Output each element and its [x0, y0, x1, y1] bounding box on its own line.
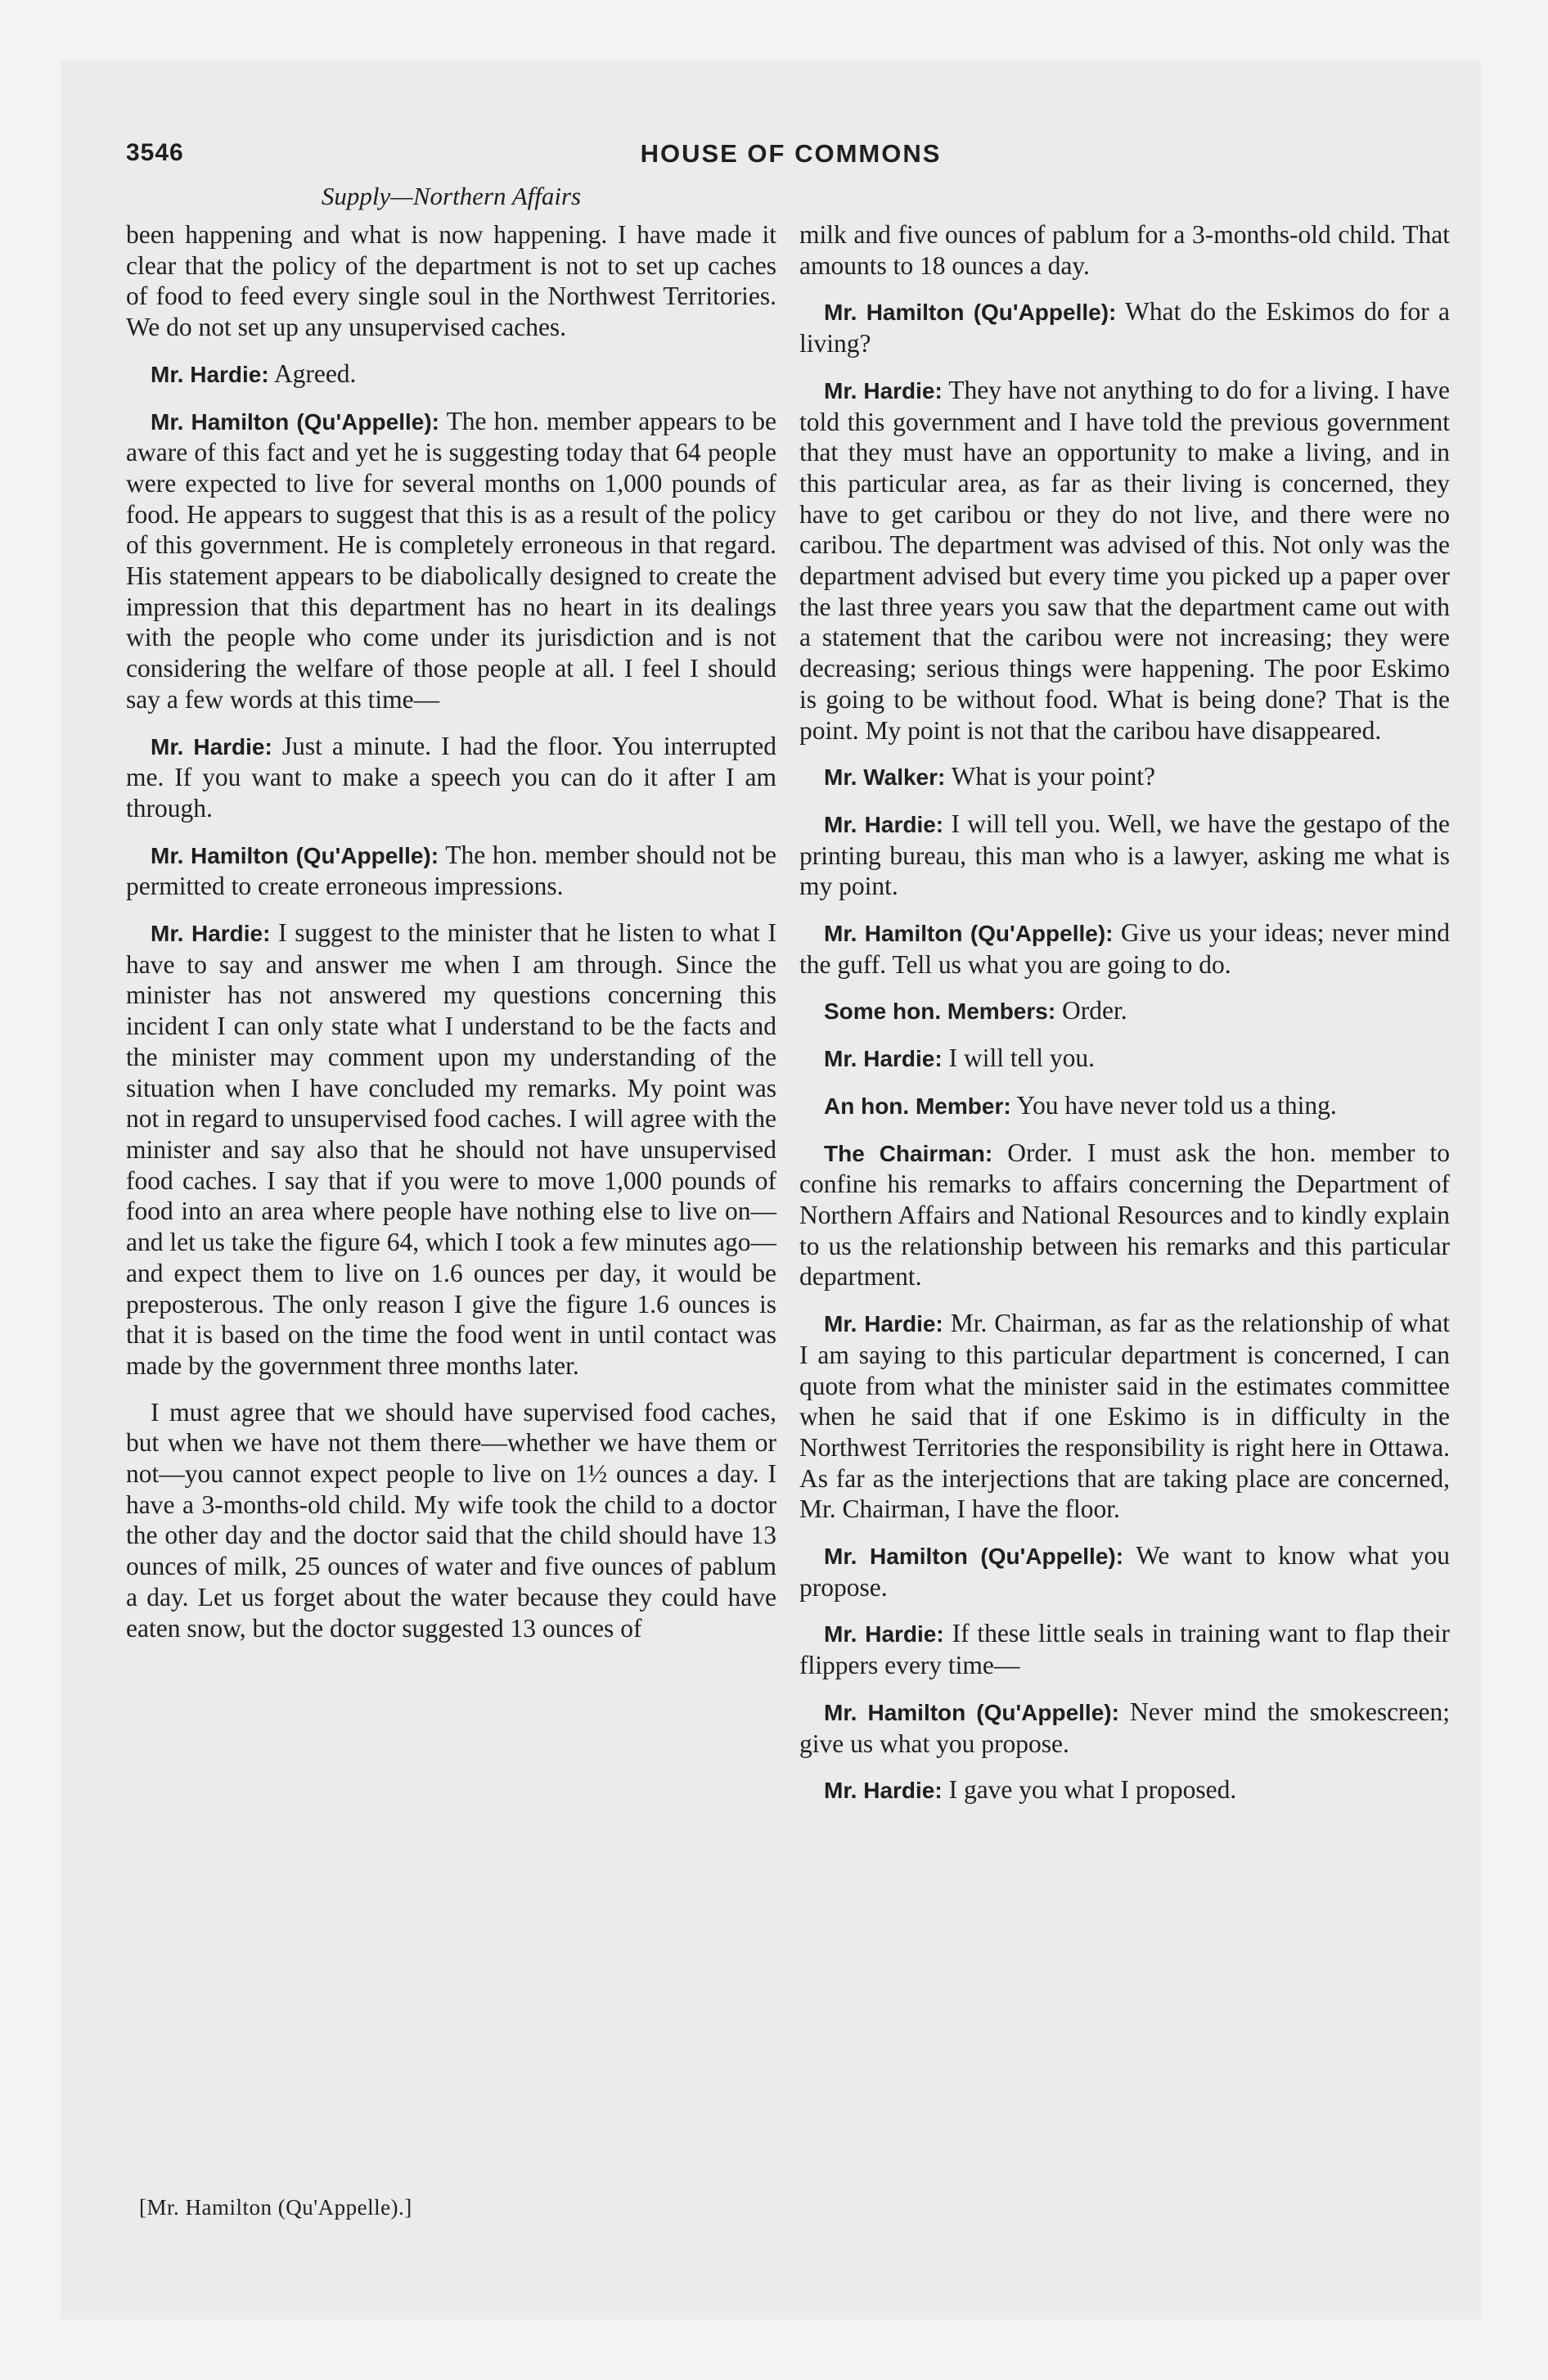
speaker-name: Mr. Hardie: — [151, 733, 272, 760]
speaker-name: An hon. Member: — [824, 1093, 1011, 1119]
paragraph — [799, 375, 1450, 746]
paragraph-text: Order. — [1062, 996, 1127, 1025]
paragraph — [799, 809, 1450, 902]
paragraph — [126, 731, 776, 824]
paragraph-text: milk and five ounces of pablum for a 3-months-old child. That amounts to 18 ounces a day. — [799, 220, 1450, 280]
paragraph — [799, 1774, 1450, 1806]
paragraph — [799, 1540, 1450, 1602]
paragraph — [126, 1397, 776, 1644]
paragraph — [799, 995, 1450, 1027]
paragraph-text: The hon. member appears to be aware of this fact and yet he is suggesting today that 64 people were expected to live for several months on 1,000 pounds of food. He appears to suggest that this is as a result of the policy of this government. He is completely erroneous in that regard. His statement appears to be diabolically designed to create the impression that this department has no heart in its dealings with the people who come under its jurisdiction and is not considering the welfare of those people at all. I feel I should say a few words at this time— — [126, 406, 777, 714]
speaker-name: Mr. Hamilton (Qu'Appelle): — [824, 921, 1114, 947]
paragraph-text: Mr. Chairman, as far as the relationship of what I am saying to this particular department is concerned, I can quote from what the minister said in the estimates committee when he said that if one Eskimo is in difficulty in the Northwest Territories the responsibility is right here in Ottawa. As far as the interjections that are taking place are concerned, Mr. Chairman, I have the floor. — [799, 1309, 1451, 1524]
paragraph-text: What do the Eskimos do for a living? — [799, 297, 1450, 358]
paragraph — [799, 1697, 1450, 1759]
paragraph-text: I suggest to the minister that he listen to what I have to say and answer me when I am through. Since the minister has not answered my questions concerning this incident I can only state what I understand to be the facts and the minister may comment upon my understanding of the situation when I have concluded my remarks. My point was not in regard to unsupervised food caches. I will agree with the minister and say also that he should not have unsupervised food caches. I say that if you were to move 1,000 pounds of food into an area where people have nothing else to live on—and let us take the figure 64, which I took a few minutes ago—and expect them to live on 1.6 ounces per day, it would be preposterous. The only reason I give the figure 1.6 ounces is that it is based on the time the food went in until contact was made by the government three months later. — [126, 918, 777, 1380]
speaker-name: Mr. Hardie: — [824, 1621, 944, 1648]
paragraph — [126, 406, 776, 715]
paragraph — [126, 840, 776, 902]
paragraph-text: You have never told us a thing. — [1016, 1090, 1337, 1120]
speaker-name: Mr. Hardie: — [824, 811, 944, 837]
paragraph-text: I must agree that we should have supervised food caches, but when we have not them there—whether we have them or not—you cannot expect people to live on 1½ ounces a day. I have a 3-months-old child. My wife took the child to a doctor the other day and the doctor said that the child should have 13 ounces of milk, 25 ounces of water and five ounces of pablum a day. Let us forget about the water because they could have eaten snow, but the doctor suggested 13 ounces of — [126, 1397, 776, 1643]
paragraph-text: Never mind the smokescreen; give us what you propose. — [799, 1697, 1451, 1758]
page-header — [126, 139, 1456, 180]
paragraph-text: They have not anything to do for a living. I have told this government and I have told the previous government that they must have an opportunity to make a living, and in this particular area, as far as their living is concerned, they have to get caribou or they do not live, and there were no caribou. The department was advised of this. Not only was the department advised but every time you picked up a paper over the last three years you saw that the department came out with a statement that the caribou were not increasing; they were decreasing; serious things were happening. The poor Eskimo is going to be without food. What is being done? That is the point. My point is not that the caribou have disappeared. — [799, 375, 1451, 745]
speaker-name: Mr. Hardie: — [151, 921, 271, 947]
paragraph-text: Order. I must ask the hon. member to confine his remarks to affairs concerning the Department of Northern Affairs and National Resources and to kindly explain to us the relationship between his remarks and this particular department. — [799, 1138, 1451, 1291]
speaker-name: Mr. Hardie: — [824, 1046, 943, 1072]
speaker-name: Mr. Hardie: — [824, 1778, 943, 1804]
speaker-name: Mr. Hardie: — [824, 1311, 943, 1337]
paragraph-text: Give us your ideas; never mind the guff. Tell us what you are going to do. — [799, 918, 1451, 979]
paragraph — [799, 917, 1450, 980]
speaker-name: Mr. Walker: — [824, 764, 946, 791]
speaker-name: Mr. Hamilton (Qu'Appelle): — [824, 1699, 1119, 1725]
footnote: [Mr. Hamilton (Qu'Appelle).] — [139, 2195, 412, 2220]
page-title: HOUSE OF COMMONS — [640, 139, 942, 168]
page-subtitle: Supply—Northern Affairs — [321, 182, 582, 210]
left-column — [126, 219, 776, 1659]
speaker-name: Some hon. Members: — [824, 998, 1056, 1025]
paragraph-text: been happening and what is now happening. I have made it clear that the policy of the department is not to set up caches of food to feed every single soul in the Northwest Territories. We do not set up any unsupervised caches. — [126, 220, 776, 342]
speaker-name: Mr. Hardie: — [824, 377, 943, 403]
paragraph — [799, 1138, 1450, 1293]
paragraph-text: I will tell you. — [948, 1044, 1096, 1073]
paragraph — [799, 1090, 1450, 1122]
paragraph — [126, 917, 776, 1382]
paragraph — [799, 761, 1450, 793]
speaker-name: Mr. Hamilton (Qu'Appelle): — [151, 842, 439, 868]
speaker-name: Mr. Hamilton (Qu'Appelle): — [824, 300, 1117, 326]
paragraph-text: I gave you what I proposed. — [948, 1775, 1237, 1805]
paragraph — [799, 1043, 1450, 1075]
paragraph-text: Just a minute. I had the floor. You interrupted me. If you want to make a speech you can do it after I am through. — [126, 731, 777, 823]
paragraph-text: What is your point? — [951, 762, 1155, 791]
paragraph — [799, 296, 1450, 358]
paragraph-text: We want to know what you propose. — [799, 1541, 1451, 1602]
paragraph-text: The hon. member should not be permitted to create erroneous impressions. — [126, 840, 777, 901]
paragraph-text: Agreed. — [273, 358, 357, 388]
speaker-name: Mr. Hardie: — [151, 361, 269, 387]
paragraph — [126, 219, 776, 343]
paragraph-text: If these little seals in training want to flap their flippers every time— — [799, 1619, 1450, 1680]
right-column — [799, 219, 1450, 1822]
paragraph — [799, 219, 1450, 281]
page-number: 3546 — [126, 139, 184, 166]
speaker-name: Mr. Hamilton (Qu'Appelle): — [824, 1544, 1124, 1570]
speaker-name: The Chairman: — [824, 1140, 993, 1166]
paragraph-text: I will tell you. Well, we have the gestapo of the printing bureau, this man who is a lawyer, asking me what is my point. — [799, 809, 1450, 901]
paragraph — [799, 1618, 1450, 1680]
paragraph — [126, 358, 776, 390]
speaker-name: Mr. Hamilton (Qu'Appelle): — [151, 408, 439, 435]
paragraph — [799, 1308, 1450, 1525]
